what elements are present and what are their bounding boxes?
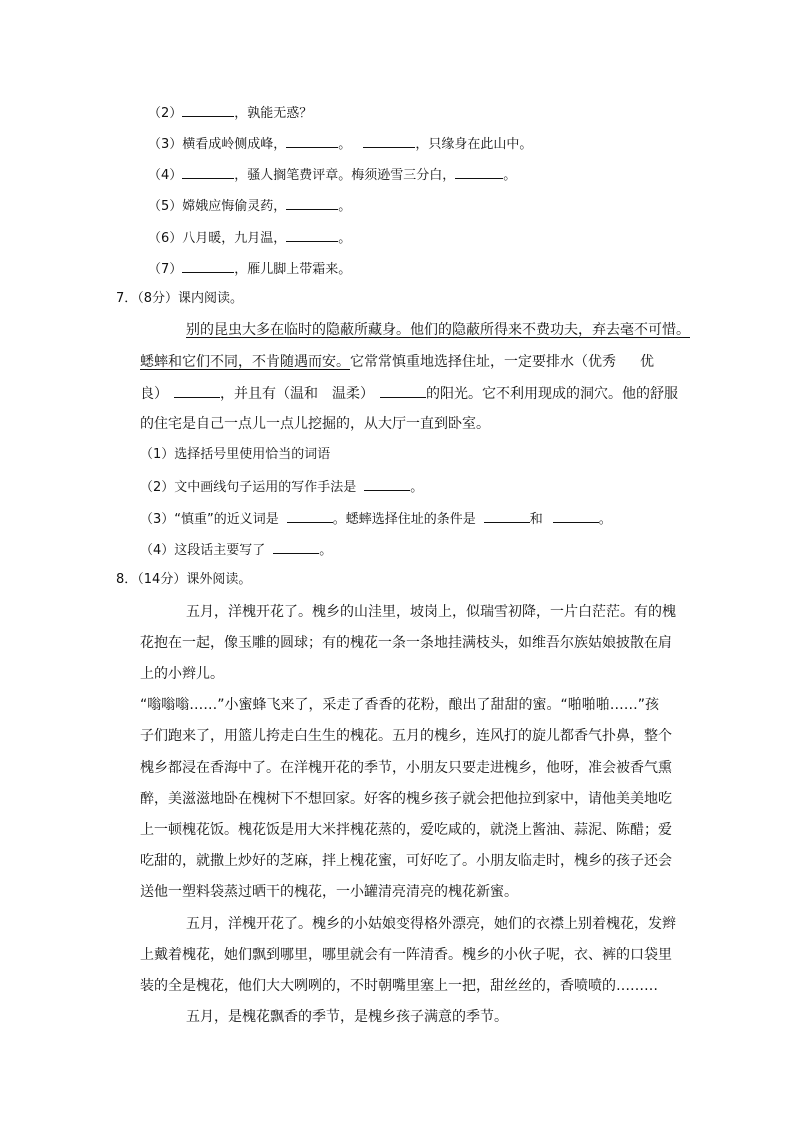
poem-text: 。 [338,231,352,246]
answer-blank[interactable] [363,133,415,148]
q8-passage-line: 吃甜的，就撒上炒好的芝麻，拌上槐花蜜，可好吃了。小朋友临走时，槐乡的孩子还会 [140,853,672,869]
item-number: （5） [148,199,183,214]
passage-text: 良） [140,386,168,402]
question-text: 。蟋蟀选择住址的条件是 [332,512,476,527]
underlined-sentence: 别的昆虫大多在临时的隐蔽所藏身。他们的隐蔽所得来不费功夫，弃去毫不可惜。 [186,322,690,338]
poem-text: 。 [503,168,517,183]
poem-item-5 [148,195,351,217]
q8-passage-line: 五月，洋槐开花了。槐乡的小姑娘变得格外漂亮，她们的衣襟上别着槐花，发辫 [186,916,676,932]
q7-sub-question-2 [140,476,423,498]
q7-sub-question-1: （1）选择括号里使用恰当的词语 [140,447,331,462]
poem-item-6 [148,227,351,249]
question-text: 。 [598,512,612,527]
answer-blank[interactable] [286,195,338,210]
item-number: （3） [148,137,183,152]
q7-passage-line-3 [140,383,678,404]
underlined-sentence: 蟋蟀和它们不同，不肯随遇而安。 [140,354,350,370]
question-text: 。 [319,543,333,558]
answer-blank[interactable] [286,133,338,148]
q8-passage-line: 花抱在一起，像玉雕的圆球；有的槐花一条一条地挂满枝头，如维吾尔族姑娘披散在肩 [140,635,672,651]
q8-passage-line: 子们跑来了，用篮儿挎走白生生的槐花。五月的槐乡，连风打的旋儿都香气扑鼻，整个 [140,728,672,744]
answer-blank[interactable] [380,383,426,398]
passage-text: ，并且有（温和 [220,386,318,402]
q8-passage-line: 上戴着槐花，她们飘到哪里，哪里就会有一阵清香。槐乡的小伙子呢，衣、裤的口袋里 [140,947,672,963]
question-text: （2）文中画线句子运用的写作手法是 [140,480,357,495]
q8-passage-line: 装的全是槐花，他们大大咧咧的，不时朝嘴里塞上一把，甜丝丝的，香喷喷的……… [140,978,658,994]
answer-blank[interactable] [455,164,503,179]
answer-blank[interactable] [273,539,319,554]
question-text: （3）“慎重”的近义词是 [140,512,279,527]
answer-blank[interactable] [182,164,234,179]
q7-sub-question-3 [140,508,612,530]
q7-passage-line-2 [140,352,654,372]
q8-passage-line: 醉，美滋滋地卧在槐树下不想回家。好客的槐乡孩子就会把他拉到家中，请他美美地吃 [140,791,672,807]
item-number: （4） [148,168,183,183]
q8-passage-line: 五月，洋槐开花了。槐乡的山洼里，坡岗上，似瑞雪初降，一片白茫茫。有的槐 [186,604,676,620]
answer-blank[interactable] [553,508,599,523]
poem-text: ，只缘身在此山中。 [415,137,533,152]
poem-text: ，雁儿脚上带霜来。 [234,262,352,277]
question-7-heading: 7．（8分）课内阅读。 [116,291,244,306]
question-8-heading: 8．（14分）课外阅读。 [116,572,252,587]
question-text: 。 [410,480,424,495]
answer-blank[interactable] [286,227,338,242]
passage-text: 它常常慎重地选择住址，一定要排水（优秀 [350,354,616,370]
answer-blank[interactable] [364,476,410,491]
q8-passage-line: 上一顿槐花饭。槐花饭是用大米拌槐花蒸的，爱吃咸的，就浇上酱油、蒜泥、陈醋；爱 [140,822,672,838]
passage-text: 温柔） [332,386,374,402]
passage-text: 优 [640,354,654,370]
answer-blank[interactable] [287,508,333,523]
item-number: （6） [148,231,183,246]
item-number: （7） [148,262,183,277]
poem-text: 八月暖，九月温， [182,231,287,246]
poem-text: 嫦娥应悔偷灵药， [182,199,287,214]
question-text: 和 [529,512,543,527]
poem-item-2 [148,102,312,124]
item-number: （2） [148,106,183,121]
poem-text: 横看成岭侧成峰， [182,137,287,152]
poem-text: ，骚人搁笔费评章。梅须逊雪三分白， [234,168,456,183]
poem-text: 。 [338,199,352,214]
q8-passage-line: 槐乡都浸在香海中了。在洋槐开花的季节，小朋友只要走进槐乡，他呀，准会被香气熏 [140,760,672,776]
q7-sub-question-4 [140,539,332,561]
question-text: （4）这段话主要写了 [140,543,266,558]
q8-passage-line: 上的小辫儿。 [140,666,224,682]
poem-text: 。 [338,137,352,152]
q8-passage-line: 送他一塑料袋蒸过晒干的槐花，一小罐清亮清亮的槐花新蜜。 [140,884,518,900]
q8-passage-line: “嗡嗡嗡……”小蜜蜂飞来了，采走了香香的花粉，酿出了甜甜的蜜。“啪啪啪……”孩 [140,697,660,713]
poem-item-4 [148,164,516,186]
q7-passage-line-4: 的住宅是自己一点儿一点儿挖掘的，从大厅一直到卧室。 [140,416,490,432]
poem-item-3 [148,133,532,155]
q7-passage-line-1 [186,320,690,340]
poem-text: ，孰能无惑？ [234,106,313,121]
answer-blank[interactable] [174,383,220,398]
answer-blank[interactable] [182,102,234,117]
answer-blank[interactable] [484,508,530,523]
poem-item-7 [148,258,351,280]
q8-passage-line: 五月，是槐花飘香的季节，是槐乡孩子满意的季节。 [186,1009,508,1025]
passage-text: 的阳光。它不利用现成的洞穴。他的舒服 [426,386,678,402]
answer-blank[interactable] [182,258,234,273]
